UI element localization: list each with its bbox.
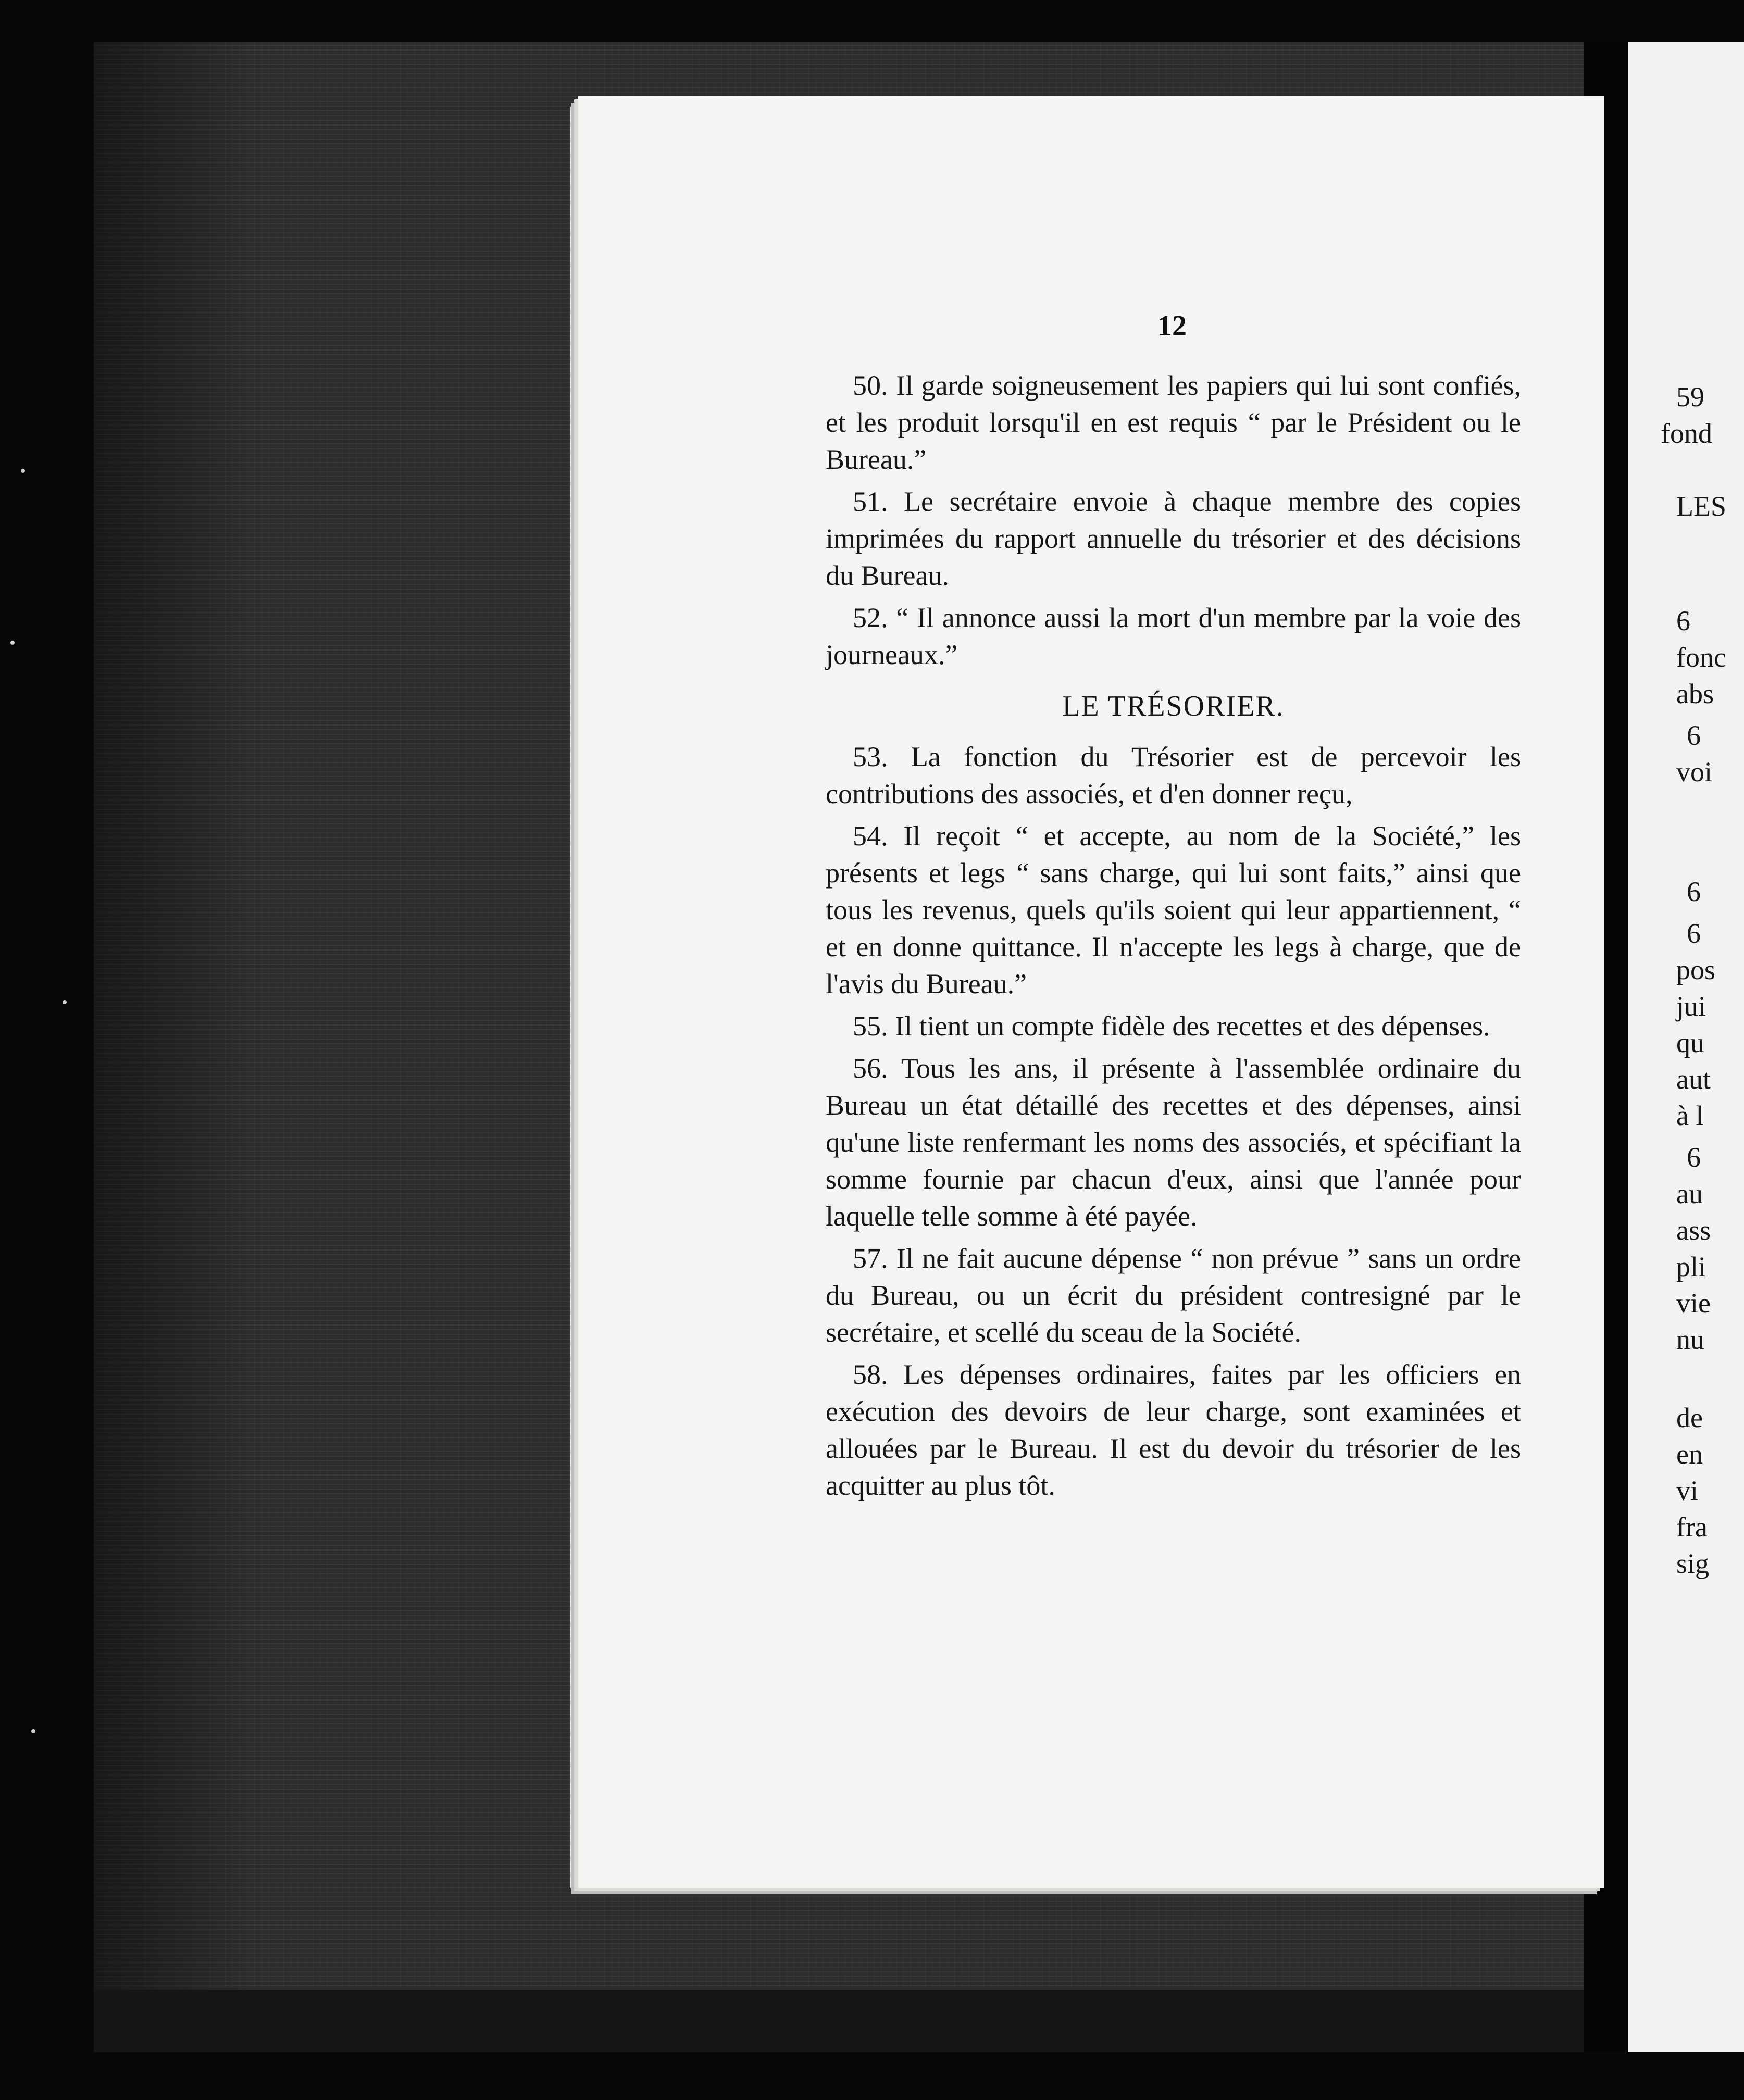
- facing-fragment: jui: [1676, 991, 1706, 1022]
- paragraph-52: 52. “ Il annonce aussi la mort d'un membre par la voie des journeaux.”: [826, 602, 1521, 670]
- facing-fragment: vi: [1676, 1475, 1699, 1506]
- text-column: [826, 367, 1521, 1509]
- facing-fragment: qu: [1676, 1027, 1704, 1058]
- dust-speck: [63, 1000, 67, 1004]
- paragraph-58: 58. Les dépenses ordinaires, faites par les officiers en exécution des devoirs de leur charge, sont examinées et allouées par le Bureau. Il est du devoir du trésorier de les acquitter au plus tôt.: [826, 1359, 1521, 1501]
- paragraph-55: 55. Il tient un compte fidèle des recettes et des dépenses.: [853, 1010, 1490, 1042]
- facing-fragment: 59: [1676, 381, 1704, 413]
- facing-fragment: pos: [1676, 954, 1716, 985]
- page-number: 12: [1157, 310, 1187, 342]
- facing-fragment: 6: [1687, 876, 1701, 907]
- dust-speck: [31, 1729, 35, 1733]
- facing-fragment: LES: [1676, 491, 1727, 522]
- paragraph-50: 50. Il garde soigneusement les papiers qui lui sont confiés, et les produit lorsqu'il en est requis “ par le Président ou le Bureau.”: [826, 370, 1521, 475]
- facing-fragment: nu: [1676, 1324, 1704, 1355]
- facing-fragment: voi: [1676, 756, 1713, 788]
- facing-fragment: en: [1676, 1439, 1703, 1470]
- dust-speck: [21, 469, 25, 473]
- paragraph-53: 53. La fonction du Trésorier est de percevoir les contributions des associés, et d'en donner reçu,: [826, 741, 1521, 809]
- paragraph-56: 56. Tous les ans, il présente à l'assemblée ordinaire du Bureau un état détaillé des recettes et des dépenses, ainsi qu'une liste renfermant les noms des associés, et spécifiant la somme fournie par chacun d'eux, ainsi que l'année pour laquelle telle somme à été payée.: [826, 1053, 1521, 1232]
- dust-speck: [10, 641, 15, 645]
- paragraph-54: 54. Il reçoit “ et accepte, au nom de la Société,” les présents et legs “ sans charge, qui lui sont faits,” ainsi que tous les revenus, quels qu'ils soient qui leur appartiennent, “ et en donne quittance. Il n'accepte les legs à charge, que de l'avis du Bureau.”: [826, 820, 1521, 999]
- facing-fragment: 6: [1676, 605, 1690, 636]
- cover-bottom-band: [94, 1990, 1584, 2052]
- facing-fragment: au: [1676, 1178, 1703, 1209]
- background-shadow: [94, 42, 250, 2052]
- paragraph-51: 51. Le secrétaire envoie à chaque membre des copies imprimées du rapport annuelle du trésorier et des décisions du Bureau.: [826, 486, 1521, 591]
- facing-fragment: 6: [1687, 918, 1701, 949]
- facing-fragment: sig: [1676, 1548, 1710, 1579]
- facing-fragment: fra: [1676, 1511, 1708, 1543]
- facing-fragment: pli: [1676, 1251, 1706, 1282]
- facing-fragment: à l: [1676, 1100, 1704, 1131]
- facing-fragment: abs: [1676, 678, 1714, 709]
- paragraph-57: 57. Il ne fait aucune dépense “ non prévue ” sans un ordre du Bureau, ou un écrit du président contresigné par le secrétaire, et scellé du sceau de la Société.: [826, 1243, 1521, 1348]
- facing-fragment: fond: [1661, 418, 1712, 449]
- facing-fragment: ass: [1676, 1215, 1711, 1246]
- facing-fragment: 6: [1687, 1142, 1701, 1173]
- facing-fragment: 6: [1687, 720, 1701, 751]
- facing-fragment: fonc: [1676, 642, 1726, 673]
- facing-fragment: vie: [1676, 1288, 1711, 1319]
- section-heading: LE TRÉSORIER.: [1062, 690, 1285, 722]
- facing-fragment: aut: [1676, 1064, 1711, 1095]
- facing-fragment: de: [1676, 1402, 1703, 1433]
